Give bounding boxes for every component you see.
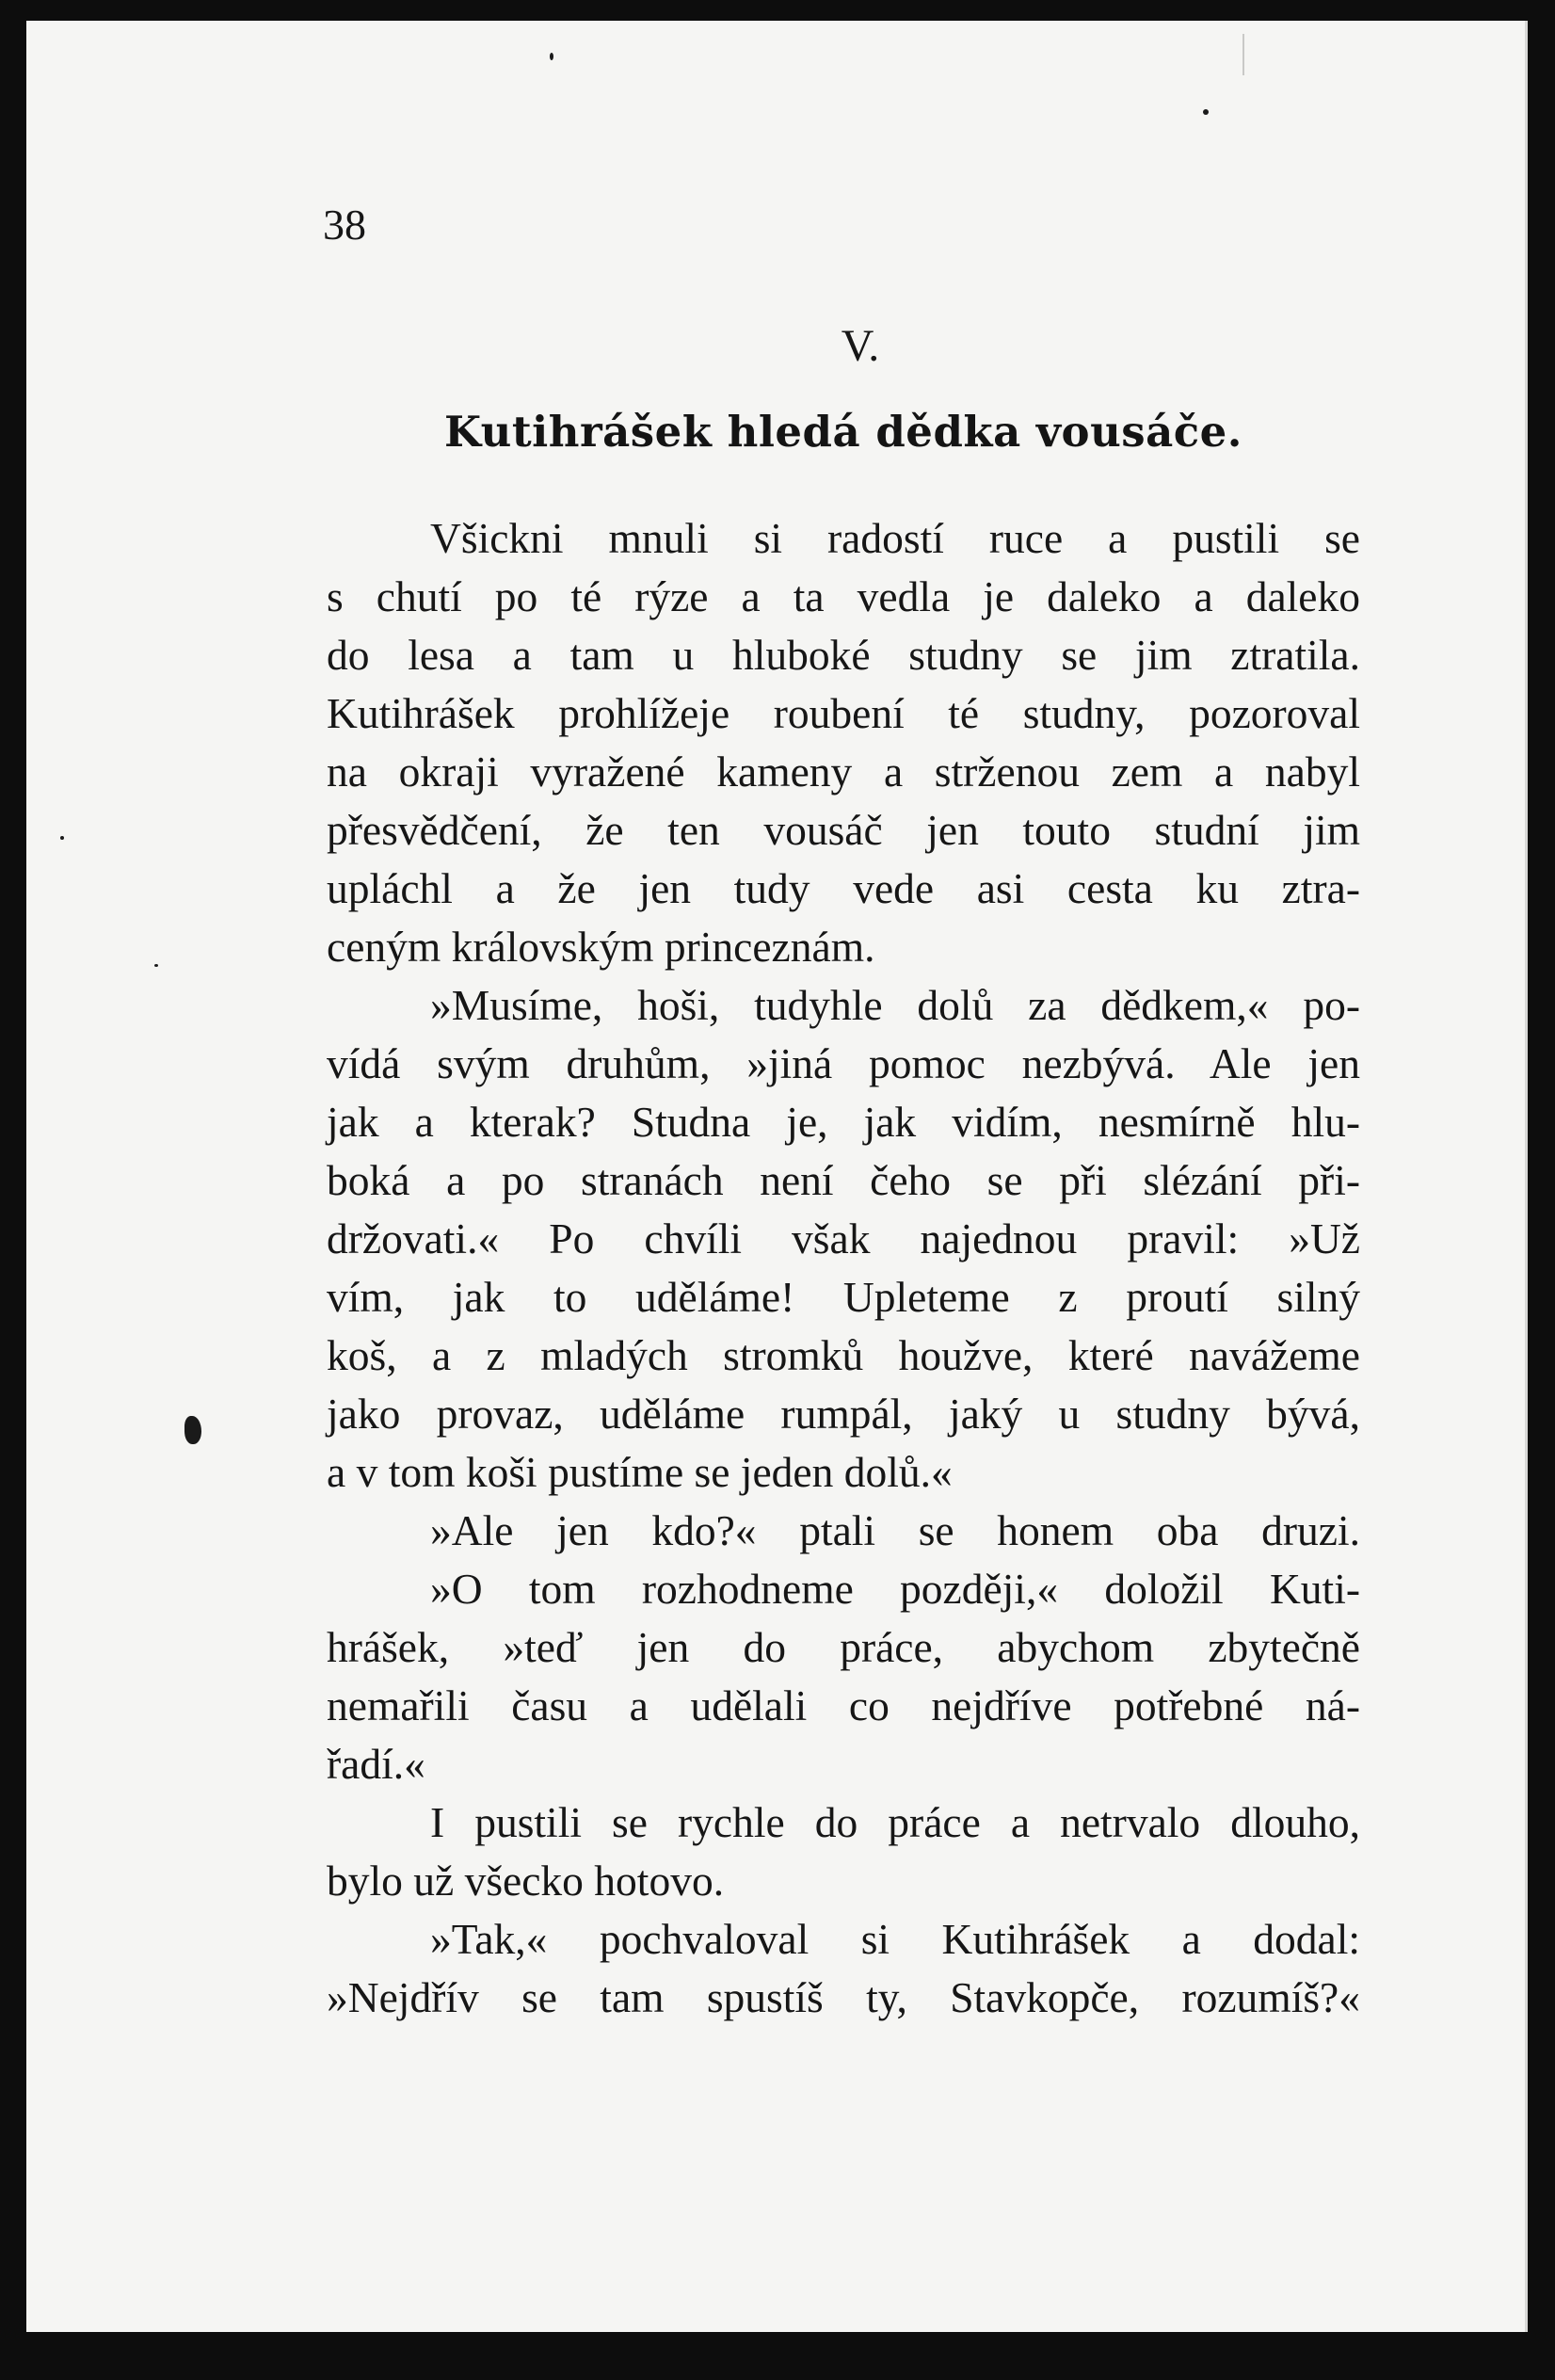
text-line: I pustili se rychle do práce a netrvalo dlouho, xyxy=(430,1798,1360,1846)
text-line: vím, jak to uděláme! Upleteme z proutí silný xyxy=(327,1273,1360,1321)
paragraph xyxy=(327,509,1360,976)
ink-speck xyxy=(154,964,158,967)
ink-speck xyxy=(60,836,64,840)
paragraph xyxy=(327,1502,1360,1560)
text-line: na okraji vyražené kameny a strženou zem a nabyl xyxy=(327,748,1360,796)
text-line: »Ale jen kdo?« ptali se honem oba druzi. xyxy=(430,1506,1360,1554)
text-line: koš, a z mladých stromků houžve, které navážeme xyxy=(327,1331,1360,1379)
ink-blot xyxy=(184,1416,201,1444)
text-line: Všickni mnuli si radostí ruce a pustili se xyxy=(430,514,1360,562)
text-line: bylo už všecko hotovo. xyxy=(327,1857,725,1905)
text-line: s chutí po té rýze a ta vedla je daleko a daleko xyxy=(327,572,1360,620)
text-line: »Nejdřív se tam spustíš ty, Stavkopče, rozumíš?« xyxy=(327,1973,1360,2021)
text-line: »Tak,« pochvaloval si Kutihrášek a dodal: xyxy=(430,1915,1360,1963)
ink-speck xyxy=(1203,109,1209,115)
text-line: hrášek, »teď jen do práce, abychom zbytečně xyxy=(327,1623,1360,1671)
text-line: »Musíme, hoši, tudyhle dolů za dědkem,« po- xyxy=(430,981,1360,1029)
chapter-number: V. xyxy=(841,321,880,371)
text-line: jak a kterak? Studna je, jak vidím, nesmírně hlu- xyxy=(327,1098,1360,1146)
text-line: jako provaz, uděláme rumpál, jaký u studny bývá, xyxy=(327,1390,1360,1438)
text-line: držovati.« Po chvíli však najednou pravil: »Už xyxy=(327,1214,1360,1262)
page-number: 38 xyxy=(323,201,366,249)
text-line: řadí.« xyxy=(327,1740,425,1788)
text-line: upláchl a že jen tudy vede asi cesta ku ztra- xyxy=(327,864,1360,912)
text-line: vídá svým druhům, »jiná pomoc nezbývá. Ale jen xyxy=(327,1039,1360,1087)
chapter-body xyxy=(327,509,1360,2027)
page-crease xyxy=(1242,34,1244,75)
paragraph xyxy=(327,1560,1360,1793)
paragraph xyxy=(327,976,1360,1502)
ink-speck xyxy=(550,53,553,60)
text-line: přesvědčení, že ten vousáč jen touto studní jim xyxy=(327,806,1360,854)
text-line: nemařili času a udělali co nejdříve potřebné ná- xyxy=(327,1681,1360,1729)
text-line: do lesa a tam u hluboké studny se jim ztratila. xyxy=(327,631,1360,679)
chapter-title: Kutihrášek hledá dědka vousáče. xyxy=(444,407,1242,457)
text-line: boká a po stranách není čeho se při slézání při- xyxy=(327,1156,1360,1204)
paragraph xyxy=(327,1910,1360,2027)
text-line: a v tom koši pustíme se jeden dolů.« xyxy=(327,1448,953,1496)
text-line: Kutihrášek prohlížeje roubení té studny, pozoroval xyxy=(327,689,1360,737)
text-line: ceným královským princeznám. xyxy=(327,923,875,971)
text-line: »O tom rozhodneme později,« doložil Kuti- xyxy=(430,1565,1360,1613)
paragraph xyxy=(327,1793,1360,1910)
